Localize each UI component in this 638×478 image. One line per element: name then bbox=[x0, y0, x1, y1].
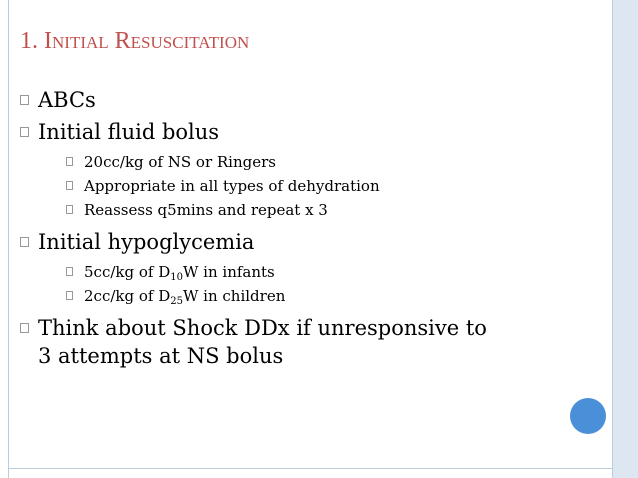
dose-suffix: W in infants bbox=[182, 263, 275, 281]
bullet-text: Think about Shock DDx if unresponsive to bbox=[38, 316, 487, 340]
title-word-resuscitation-rest: ESUSCITATION bbox=[130, 33, 250, 52]
sub-bullet-text: Appropriate in all types of dehydration bbox=[84, 177, 380, 195]
slide-title bbox=[20, 28, 249, 55]
bullet-box-icon bbox=[20, 95, 29, 105]
bullet-abcs bbox=[20, 86, 580, 114]
accent-circle bbox=[570, 398, 606, 434]
title-word-initial-cap: I bbox=[44, 28, 52, 54]
title-word-initial-rest: NITIAL bbox=[52, 33, 109, 52]
bullet-box-icon bbox=[20, 127, 29, 137]
sub-bullet-text: Reassess q5mins and repeat x 3 bbox=[84, 201, 328, 219]
fluid-sub-list bbox=[20, 150, 580, 222]
dose-suffix: W in children bbox=[182, 287, 286, 305]
title-word-initial bbox=[44, 28, 109, 54]
sub-bullet-text: 20cc/kg of NS or Ringers bbox=[84, 153, 276, 171]
frame-left-line bbox=[8, 0, 9, 478]
bullet-text: ABCs bbox=[38, 88, 96, 112]
sub-bullet bbox=[20, 284, 580, 308]
bullet-list bbox=[20, 86, 580, 374]
sub-bullet-box-icon bbox=[66, 205, 73, 214]
title-word-resuscitation-cap: R bbox=[114, 28, 131, 54]
dextrose-subscript: 10 bbox=[170, 272, 183, 283]
sub-bullet-text bbox=[84, 287, 285, 305]
sub-bullet bbox=[20, 150, 580, 174]
sub-bullet-box-icon bbox=[66, 291, 73, 300]
bullet-shock-ddx bbox=[20, 314, 580, 370]
dose-prefix: 2cc/kg of D bbox=[84, 287, 171, 305]
sub-bullet-box-icon bbox=[66, 157, 73, 166]
bullet-box-icon bbox=[20, 237, 29, 247]
title-number: 1. bbox=[20, 28, 38, 54]
dextrose-subscript: 25 bbox=[170, 296, 183, 307]
hypo-sub-list bbox=[20, 260, 580, 308]
bullet-text-continued: 3 attempts at NS bolus bbox=[38, 344, 284, 368]
frame-bottom-line bbox=[8, 468, 613, 469]
bullet-text: Initial fluid bolus bbox=[38, 120, 220, 144]
dose-prefix: 5cc/kg of D bbox=[84, 263, 171, 281]
bullet-box-icon bbox=[20, 323, 29, 333]
bullet-text: Initial hypoglycemia bbox=[38, 230, 255, 254]
sub-bullet bbox=[20, 174, 580, 198]
sub-bullet-box-icon bbox=[66, 267, 73, 276]
sub-bullet-box-icon bbox=[66, 181, 73, 190]
title-word-resuscitation bbox=[115, 28, 250, 54]
sub-bullet-text bbox=[84, 263, 275, 281]
bullet-initial-hypoglycemia bbox=[20, 228, 580, 256]
bullet-initial-fluid-bolus bbox=[20, 118, 580, 146]
sub-bullet bbox=[20, 260, 580, 284]
frame-right-band bbox=[613, 0, 638, 478]
sub-bullet bbox=[20, 198, 580, 222]
